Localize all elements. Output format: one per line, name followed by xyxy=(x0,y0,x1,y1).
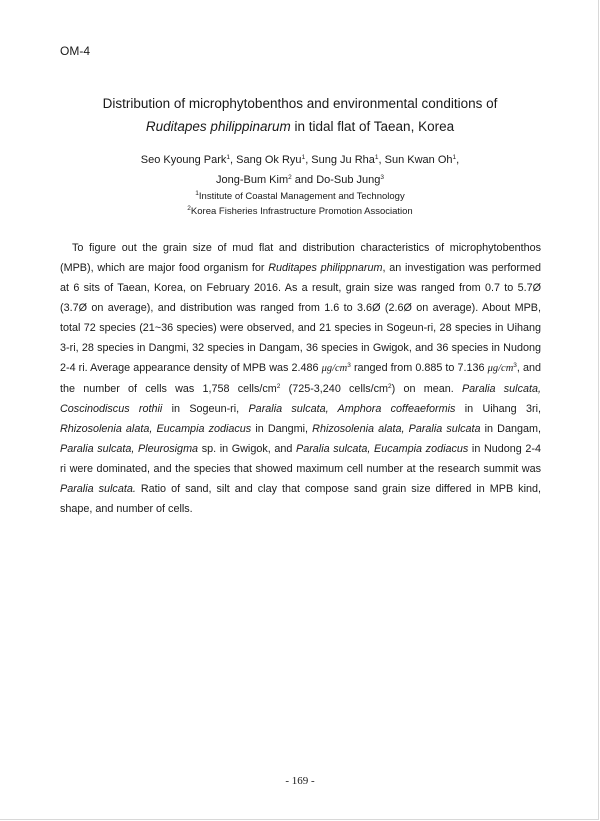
paper-title xyxy=(0,92,600,138)
affiliation-1 xyxy=(0,191,600,202)
affiliation-2 xyxy=(0,206,600,217)
abstract-text: (725-3,240 cells/cm xyxy=(280,383,389,395)
session-code: OM-4 xyxy=(60,44,90,58)
author-affiliation-mark: 1 xyxy=(226,154,231,161)
title-species: Ruditapes philippinarum xyxy=(145,119,291,134)
abstract-text: in Uihang 3ri, xyxy=(455,403,541,415)
species-name: Paralia sulcata, Eucampia zodiacus xyxy=(296,443,469,455)
abstract-body xyxy=(60,238,541,519)
author-name: Seo Kyoung Park xyxy=(140,154,227,166)
abstract-text: in Nudong 2-4 ri were dominated, and the species that showed maximum cell number at the research summit was xyxy=(60,443,541,475)
density-unit: μg/cm xyxy=(487,363,514,374)
author-affiliation-mark: 1 xyxy=(452,154,457,161)
unit-exponent: 2 xyxy=(276,383,281,390)
species-name: Ruditapes philippnarum xyxy=(268,262,383,274)
affiliation-mark: 1 xyxy=(195,190,199,197)
species-name: Paralia sulcata. xyxy=(60,483,136,495)
species-name: Paralia sulcata, Coscinodiscus rothii xyxy=(60,383,541,415)
affiliation-mark: 2 xyxy=(187,205,191,212)
author-name: , Sung Ju Rha xyxy=(305,154,375,166)
affiliation-text: Institute of Coastal Management and Technology xyxy=(198,191,405,202)
abstract-text: in Dangmi, xyxy=(251,423,313,435)
author-affiliation-mark: 2 xyxy=(288,174,292,181)
abstract-text: in Dangam, xyxy=(480,423,541,435)
abstract-text: Ratio of sand, silt and clay that compose sand grain size differed in MPB kind, shape, and number of cells. xyxy=(60,483,541,515)
author-name: , Sang Ok Ryu xyxy=(230,154,302,166)
abstract-text: ) on mean. xyxy=(391,383,462,395)
species-name: Rhizosolenia alata, Paralia sulcata xyxy=(312,423,481,435)
title-line-1: Distribution of microphytobenthos and environmental conditions of xyxy=(102,96,498,111)
author-name: and Do-Sub Jung xyxy=(291,174,381,186)
affiliation-text: Korea Fisheries Infrastructure Promotion Association xyxy=(190,206,413,217)
author-list xyxy=(0,150,600,190)
author-affiliation-mark: 3 xyxy=(380,174,385,181)
species-name: Paralia sulcata, Amphora coffeaeformis xyxy=(248,403,456,415)
density-unit: μg/cm xyxy=(321,363,348,374)
author-separator: , xyxy=(456,154,460,166)
abstract-text: sp. in Gwigok, and xyxy=(198,443,296,455)
species-name: Paralia sulcata, Pleurosigma xyxy=(60,443,199,455)
unit-exponent: 2 xyxy=(388,383,392,390)
unit-exponent: 3 xyxy=(347,362,351,369)
abstract-text: ranged from 0.885 to 7.136 xyxy=(350,362,488,374)
unit-exponent: 3 xyxy=(513,362,517,369)
author-name: , Sun Kwan Oh xyxy=(378,154,453,166)
abstract-text: To figure out the grain size of mud flat and distribution characteristics of microphytobenthos (MPB), which are major food organism for xyxy=(60,242,541,274)
author-affiliation-mark: 1 xyxy=(374,154,379,161)
author-name: Jong-Bum Kim xyxy=(215,174,289,186)
abstract-text: in Sogeun-ri, xyxy=(162,403,249,415)
author-affiliation-mark: 1 xyxy=(301,154,306,161)
abstract-text: , an investigation was performed at 6 sits of Taean, Korea, on February 2016. As a result, grain size was ranged from 0.7 to 5.7Ø (3.7Ø on average), and distribution was ranged from 1.6 to 3.6Ø (2.6Ø on average). About MPB, total 72 species (21~36 species) were observed, and 21 species in Sogeun-ri, 28 species in Uihang 3-ri, 28 species in Dangmi, 32 species in Dangam, 36 species in Gwigok, and 36 species in Nudong 2-4 ri. Average appearance density of MPB was 2.486 xyxy=(60,262,542,374)
title-line-2: in tidal flat of Taean, Korea xyxy=(290,119,455,134)
page-number: - 169 - xyxy=(285,775,315,787)
abstract-text: , and the number of cells was 1,758 cells/cm xyxy=(60,362,541,395)
species-name: Rhizosolenia alata, Eucampia zodiacus xyxy=(60,423,252,435)
